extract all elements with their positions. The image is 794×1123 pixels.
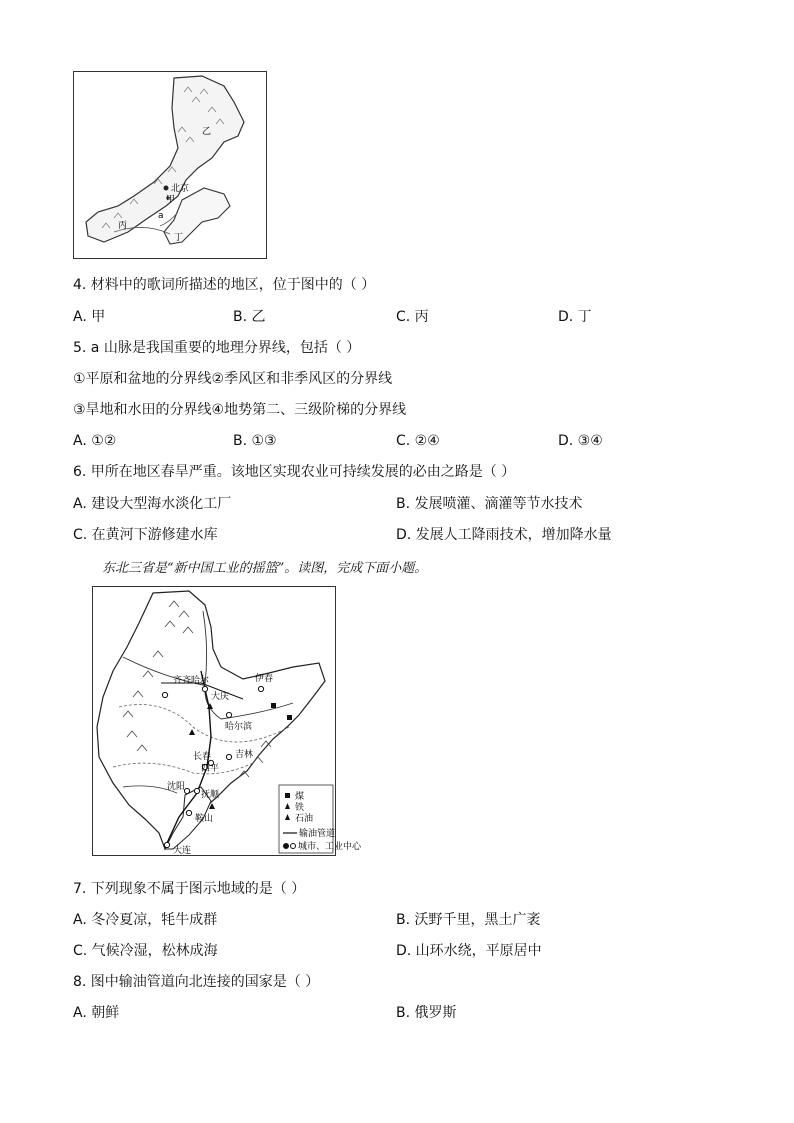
legend-pipeline: 输油管道 (299, 829, 336, 839)
q7-option-c[interactable]: C. 气候冷湿，松林成海 (73, 943, 218, 959)
city-shenyang: 沈阳 (167, 782, 186, 792)
q7-option-b[interactable]: B. 沃野千里，黑土广袤 (396, 912, 541, 928)
city-changchun: 长春 (193, 752, 212, 762)
q5-option-a[interactable]: A. ①② (73, 433, 117, 449)
legend-oil: 石油 (295, 814, 314, 824)
q4-option-d[interactable]: D. 丁 (558, 309, 592, 325)
legend-iron: 铁 (295, 803, 305, 813)
q5-option-d[interactable]: D. ③④ (558, 433, 603, 449)
q5-statement-line2: ③旱地和水田的分界线④地势第二、三级阶梯的分界线 (73, 402, 407, 418)
q8-stem: 8. 图中输油管道向北连接的国家是（ ） (73, 974, 320, 990)
q4-option-b[interactable]: B. 乙 (233, 309, 266, 325)
legend-coal: 煤 (295, 792, 305, 802)
city-daqing: 大庆 (211, 692, 230, 702)
city-jilin: 吉林 (235, 750, 254, 760)
city-qiqihar: 齐齐哈尔 (173, 676, 210, 686)
city-harbin: 哈尔滨 (225, 722, 253, 732)
map1-label-yi: 乙 (202, 127, 212, 137)
q5-statement-line1: ①平原和盆地的分界线②季风区和非季风区的分界线 (73, 371, 393, 387)
map1-label-ding: 丁 (174, 233, 184, 243)
legend-city: 城市、工业中心 (298, 842, 362, 852)
q6-stem: 6. 甲所在地区春旱严重。该地区实现农业可持续发展的必由之路是（ ） (73, 464, 516, 480)
city-yichun: 伊春 (255, 674, 274, 684)
q6-option-c[interactable]: C. 在黄河下游修建水库 (73, 527, 218, 543)
northeast-map-graphic (93, 587, 362, 856)
q7-stem: 7. 下列现象不属于图示地域的是（ ） (73, 881, 306, 897)
q6-option-a[interactable]: A. 建设大型海水淡化工厂 (73, 496, 232, 512)
map1-label-bing: 丙 (118, 221, 128, 231)
city-anshan: 鞍山 (195, 814, 214, 824)
map2-legend (279, 785, 362, 853)
q4-option-c[interactable]: C. 丙 (396, 309, 429, 325)
q8-option-b[interactable]: B. 俄罗斯 (396, 1005, 457, 1021)
city-siping: 四平 (201, 764, 220, 774)
map1-label-jia: 甲 (166, 195, 176, 205)
q5-stem: 5. a 山脉是我国重要的地理分界线，包括（ ） (73, 340, 361, 356)
q5-option-c[interactable]: C. ②④ (396, 433, 440, 449)
q6-option-b[interactable]: B. 发展喷灌、滴灌等节水技术 (396, 496, 583, 512)
section-intro: 东北三省是“新中国工业的摇篮”。读图，完成下面小题。 (102, 561, 428, 576)
city-fushun: 抚顺 (201, 790, 220, 800)
q6-option-d[interactable]: D. 发展人工降雨技术，增加降水量 (396, 527, 612, 543)
map-northeast-china (92, 586, 362, 856)
q5-option-b[interactable]: B. ①③ (233, 433, 277, 449)
q4-option-a[interactable]: A. 甲 (73, 309, 106, 325)
map1-label-a: a (158, 211, 164, 221)
city-dalian: 大连 (173, 846, 192, 856)
north-china-map-graphic (74, 72, 266, 258)
map1-label-beijing: 北京 (171, 184, 190, 194)
q4-stem: 4. 材料中的歌词所描述的地区，位于图中的（ ） (73, 277, 376, 293)
q7-option-d[interactable]: D. 山环水绕，平原居中 (396, 943, 542, 959)
q8-option-a[interactable]: A. 朝鲜 (73, 1005, 120, 1021)
q7-option-a[interactable]: A. 冬冷夏凉，牦牛成群 (73, 912, 218, 928)
map-north-china (73, 71, 267, 259)
